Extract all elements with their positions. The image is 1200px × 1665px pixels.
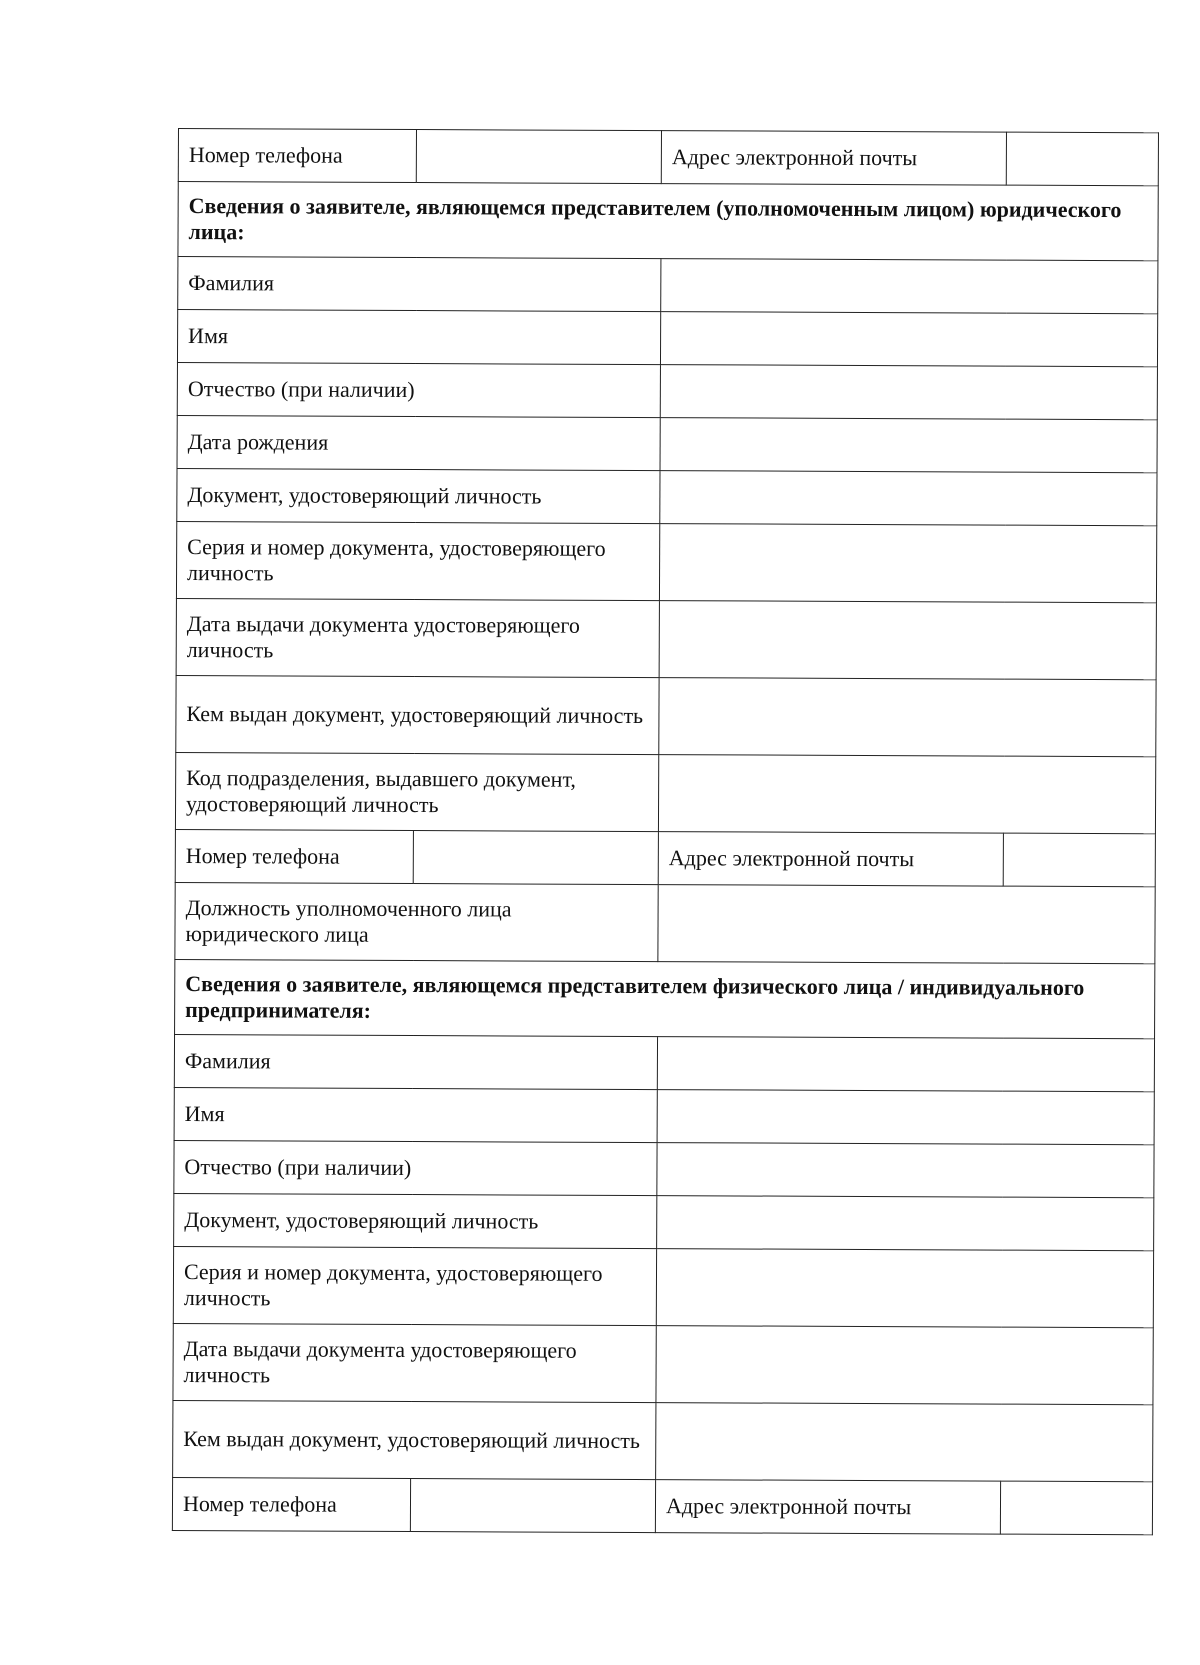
form-row <box>174 1140 1154 1197</box>
legal-rep-heading: Сведения о заявителе, являющемся представителем (уполномоченным лицом) юридического лица: <box>178 182 1158 261</box>
field-label: Дата выдачи документа удостоверяющего личность <box>176 598 659 677</box>
form-row <box>175 752 1155 833</box>
field-label: Кем выдан документ, удостоверяющий личность <box>173 1400 656 1479</box>
field-label: Серия и номер документа, удостоверяющего личность <box>173 1246 656 1325</box>
form-row <box>173 1400 1153 1481</box>
phone-input[interactable] <box>410 1479 655 1533</box>
individual-rep-heading: Сведения о заявителе, являющемся представителем физического лица / индивидуального предпринимателя: <box>175 959 1155 1038</box>
form-sheet <box>172 128 1158 1535</box>
field-label: Имя <box>177 310 660 365</box>
form-row <box>174 1034 1154 1091</box>
form-row <box>173 1323 1153 1404</box>
field-label: Фамилия <box>178 257 661 312</box>
field-label: Кем выдан документ, удостоверяющий личность <box>176 675 659 754</box>
form-row <box>176 521 1156 602</box>
field-label: Имя <box>174 1087 657 1142</box>
form-row <box>173 1246 1153 1327</box>
field-label: Документ, удостоверяющий личность <box>174 1193 657 1248</box>
field-label: Документ, удостоверяющий личность <box>177 468 660 523</box>
contact-row <box>175 829 1155 886</box>
field-input[interactable] <box>656 1403 1153 1482</box>
section-heading-row <box>178 182 1158 261</box>
section-heading-row <box>175 959 1155 1038</box>
form-row <box>174 1087 1154 1144</box>
form-row <box>177 415 1157 472</box>
field-input[interactable] <box>656 1326 1153 1405</box>
field-label: Отчество (при наличии) <box>177 362 660 417</box>
phone-label: Номер телефона <box>178 129 416 183</box>
field-label: Фамилия <box>174 1034 657 1089</box>
email-label: Адрес электронной почты <box>655 1480 1000 1535</box>
phone-label: Номер телефона <box>172 1477 410 1531</box>
field-input[interactable] <box>661 259 1158 314</box>
field-label: Дата выдачи документа удостоверяющего личность <box>173 1323 656 1402</box>
applicant-form-table <box>172 128 1159 1535</box>
form-row <box>178 257 1158 314</box>
position-label: Должность уполномоченного лица юридического лица <box>175 882 658 961</box>
form-row <box>176 598 1156 679</box>
email-label: Адрес электронной почты <box>661 131 1006 186</box>
phone-label: Номер телефона <box>175 829 413 883</box>
form-row <box>177 310 1157 367</box>
field-input[interactable] <box>660 365 1157 420</box>
email-label: Адрес электронной почты <box>658 832 1003 887</box>
field-label: Код подразделения, выдавшего документ, удостоверяющий личность <box>175 752 658 831</box>
field-input[interactable] <box>659 678 1156 757</box>
field-input[interactable] <box>657 1037 1154 1092</box>
form-row <box>175 882 1155 963</box>
field-input[interactable] <box>659 601 1156 680</box>
field-input[interactable] <box>657 1143 1154 1198</box>
contact-row-top <box>178 129 1158 186</box>
form-row <box>177 362 1157 419</box>
position-input[interactable] <box>658 885 1155 964</box>
field-label: Отчество (при наличии) <box>174 1140 657 1195</box>
email-input[interactable] <box>1000 1481 1152 1535</box>
form-row <box>177 468 1157 525</box>
field-input[interactable] <box>660 418 1157 473</box>
field-input[interactable] <box>657 1090 1154 1145</box>
contact-row <box>172 1477 1152 1534</box>
field-input[interactable] <box>656 1249 1153 1328</box>
field-input[interactable] <box>658 755 1155 834</box>
phone-input[interactable] <box>416 130 661 184</box>
field-input[interactable] <box>657 1196 1154 1251</box>
email-input[interactable] <box>1003 833 1155 887</box>
field-label: Серия и номер документа, удостоверяющего личность <box>176 521 659 600</box>
form-row <box>176 675 1156 756</box>
field-input[interactable] <box>659 524 1156 603</box>
field-input[interactable] <box>660 471 1157 526</box>
email-input[interactable] <box>1006 132 1158 186</box>
field-input[interactable] <box>660 312 1157 367</box>
field-label: Дата рождения <box>177 415 660 470</box>
phone-input[interactable] <box>413 831 658 885</box>
form-row <box>174 1193 1154 1250</box>
